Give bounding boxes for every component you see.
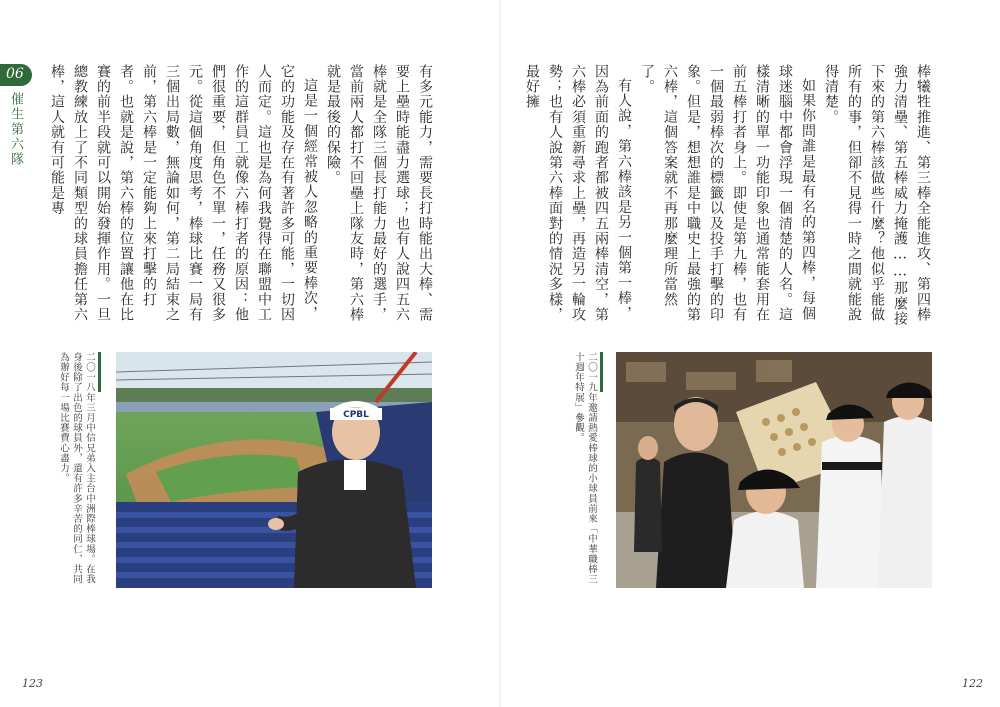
paragraph: 有多元能力，需要長打時能出大棒、需要上壘時能盡力選球；也有人說四五六棒就是全隊三個長打能力最好的選手，當前兩人都打不回壘上隊友時，第六棒就是最後的保險。: [325, 64, 433, 323]
young-players-photo-image: [616, 352, 932, 588]
chapter-tab: [0, 64, 32, 86]
stadium-photo-image: [116, 352, 432, 588]
paragraph: 如果你問誰是最有名的第四棒，每個球迷腦中都會浮現一個清楚的人名。這樣清晰的單一功能印象也通常能套用在前五棒打者身上。即使是第九棒，也有一個最弱棒次的標籤以及投手打擊的印象。但是，想想誰是中職史上最強的第六棒，這個答案就不再那麼理所當然了。: [639, 64, 816, 323]
left-page-number: 123: [22, 677, 43, 690]
chapter-title: 催生第六隊: [8, 92, 23, 167]
right-caption-bar: [600, 352, 603, 392]
left-caption-bar: [98, 352, 101, 392]
chapter-number: 06: [6, 66, 24, 82]
right-page-number: 122: [962, 677, 983, 690]
paragraph: 有人說，第六棒該是另一個第一棒，因為前面的跑者都被四五兩棒清空，第六棒必須重新尋求上壘，再造另一輪攻勢；也有人說第六棒面對的情況多樣，最好擁: [524, 64, 632, 323]
paragraph: 棒犧牲推進、第三棒全能進攻、第四棒強力清壘、第五棒威力掩護……那麼接下來的第六棒該做些什麼？他似乎能做所有的事，但卻不見得一時之間就能說得清楚。: [823, 64, 931, 327]
right-photo-caption: 二〇一九年邀請熱愛棒球的小球員前來「中華職棒三十週年特展」參觀。: [573, 352, 597, 585]
stadium-photo: [116, 352, 432, 588]
paragraph: 這是一個經常被人忽略的重要棒次，它的功能及存在有著許多可能，一切因人而定。這也是為何我覺得在聯盟中工作的這群員工就像六棒打者的原因：他們很重要，但角色不單一，任務又很多元。從這個角度思考，棒球比賽一局有三個出局數，無論如何，第二局結束之前，第六棒是一定能夠上來打擊的打者。也就是說，第六棒的位置讓他在比賽的前半段就可以開始發揮作用。一旦總教練放上了不同類型的球員擔任第六棒，這人就有可能是專: [49, 64, 318, 323]
right-page: [500, 0, 1000, 707]
left-photo-caption: 二〇一八年三月中信兄弟入主台中洲際棒球場。在我身後除了出色的球員外，還有許多辛苦的同仁，共同為辦好每一場比賽費心盡力。: [58, 352, 95, 585]
right-body-text: [524, 64, 934, 332]
left-body-text: [49, 64, 436, 332]
cap-logo-text: CPBL: [343, 410, 369, 420]
young-players-photo: [616, 352, 932, 588]
